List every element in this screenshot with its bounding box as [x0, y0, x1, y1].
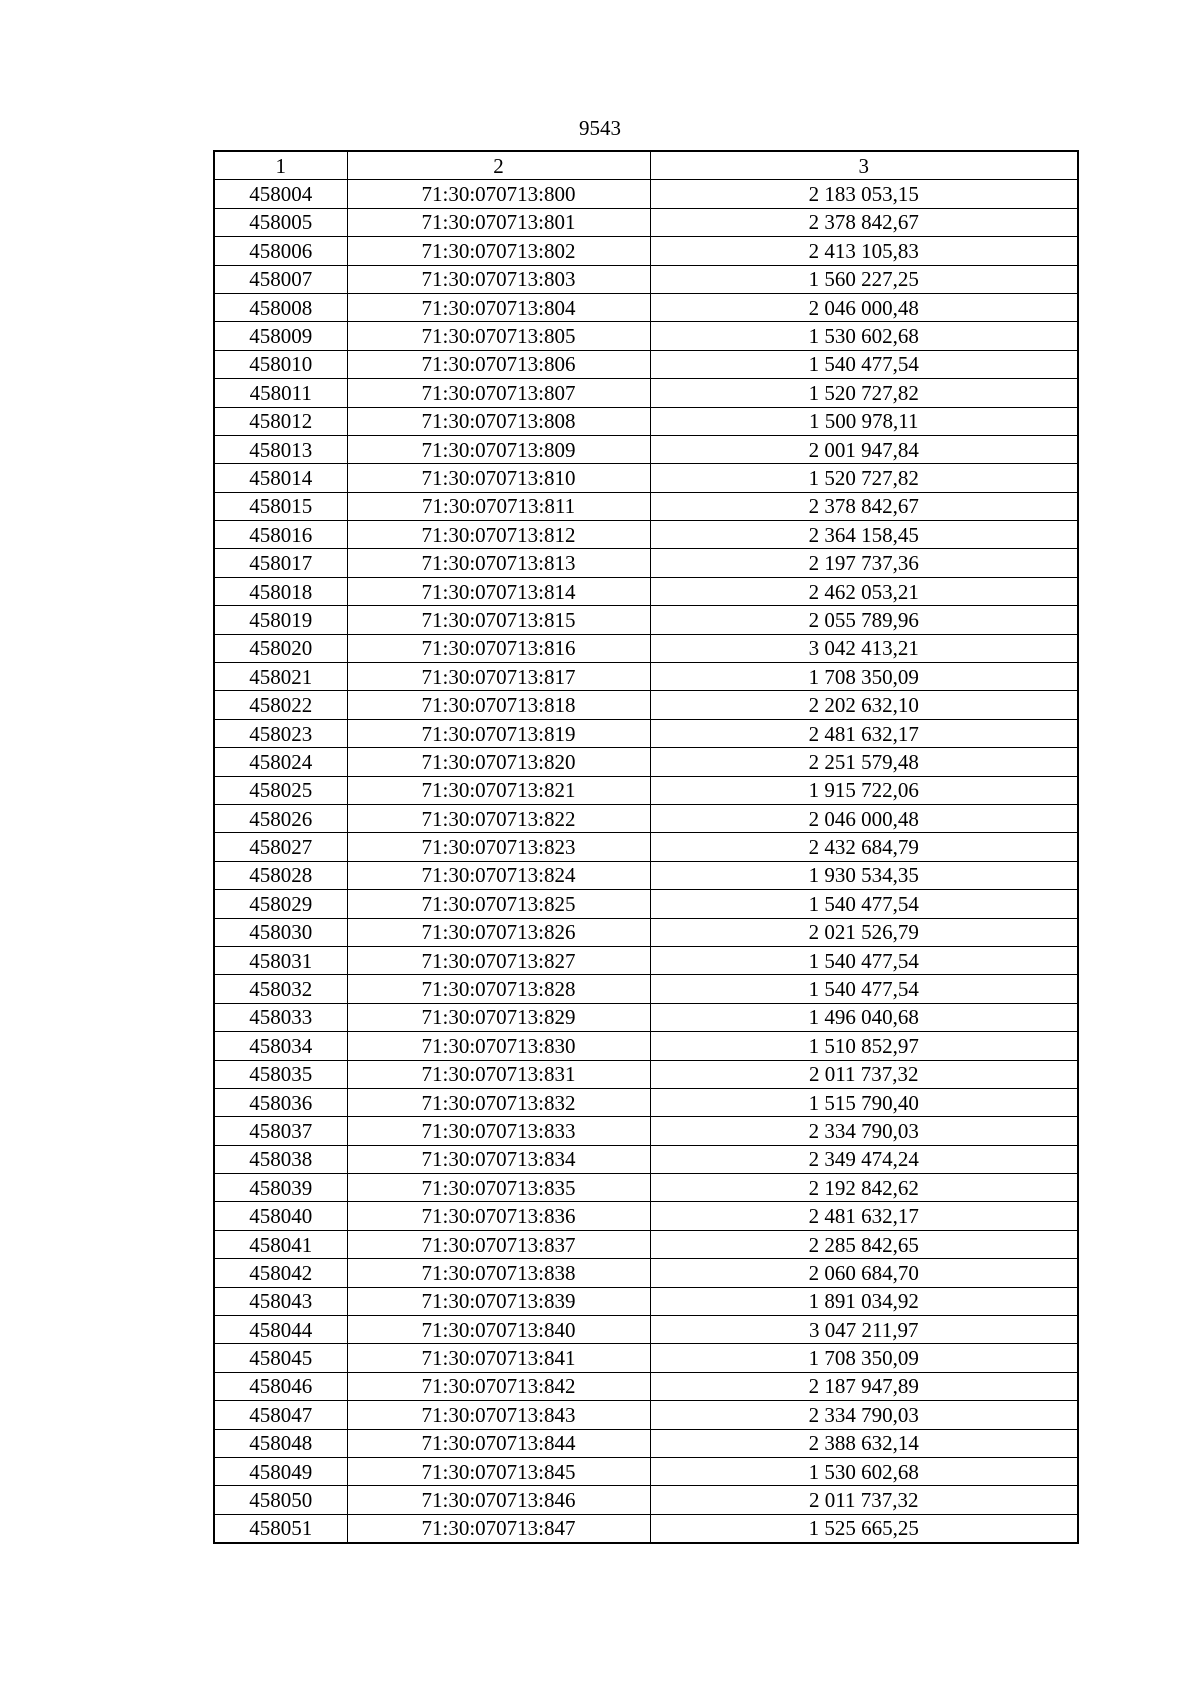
cadastral-value-cell: 3 042 413,21 — [650, 634, 1078, 662]
row-number-cell: 458010 — [214, 350, 347, 378]
cadastral-number-cell: 71:30:070713:842 — [347, 1372, 650, 1400]
cadastral-value-cell: 2 462 053,21 — [650, 577, 1078, 605]
cadastral-value-cell: 1 560 227,25 — [650, 265, 1078, 293]
row-number-cell: 458027 — [214, 833, 347, 861]
cadastral-value-cell: 1 520 727,82 — [650, 464, 1078, 492]
cadastral-number-cell: 71:30:070713:847 — [347, 1514, 650, 1543]
row-number-cell: 458030 — [214, 918, 347, 946]
table-row — [214, 350, 1078, 378]
cadastral-value-cell: 2 432 684,79 — [650, 833, 1078, 861]
cadastral-value-cell: 1 496 040,68 — [650, 1003, 1078, 1031]
cadastral-value-cell: 2 413 105,83 — [650, 237, 1078, 265]
cadastral-number-cell: 71:30:070713:818 — [347, 691, 650, 719]
table-row — [214, 634, 1078, 662]
table-row — [214, 521, 1078, 549]
cadastral-value-cell: 2 481 632,17 — [650, 719, 1078, 747]
cadastral-value-cell: 1 708 350,09 — [650, 1344, 1078, 1372]
cadastral-number-cell: 71:30:070713:846 — [347, 1486, 650, 1514]
row-number-cell: 458048 — [214, 1429, 347, 1457]
row-number-cell: 458042 — [214, 1259, 347, 1287]
row-number-cell: 458018 — [214, 577, 347, 605]
cadastral-number-cell: 71:30:070713:823 — [347, 833, 650, 861]
table-header-row — [214, 151, 1078, 180]
table-row — [214, 833, 1078, 861]
table-row — [214, 492, 1078, 520]
cadastral-value-cell: 2 349 474,24 — [650, 1145, 1078, 1173]
cadastral-value-cell: 1 500 978,11 — [650, 407, 1078, 435]
cadastral-value-cell: 2 046 000,48 — [650, 293, 1078, 321]
cadastral-table-container — [213, 150, 1079, 1544]
cadastral-number-cell: 71:30:070713:811 — [347, 492, 650, 520]
cadastral-number-cell: 71:30:070713:834 — [347, 1145, 650, 1173]
cadastral-value-cell: 1 891 034,92 — [650, 1287, 1078, 1315]
cadastral-number-cell: 71:30:070713:806 — [347, 350, 650, 378]
cadastral-number-cell: 71:30:070713:836 — [347, 1202, 650, 1230]
row-number-cell: 458022 — [214, 691, 347, 719]
table-row — [214, 691, 1078, 719]
row-number-cell: 458005 — [214, 208, 347, 236]
row-number-cell: 458023 — [214, 719, 347, 747]
row-number-cell: 458015 — [214, 492, 347, 520]
cadastral-value-cell: 2 001 947,84 — [650, 435, 1078, 463]
table-row — [214, 1032, 1078, 1060]
table-row — [214, 1287, 1078, 1315]
cadastral-number-cell: 71:30:070713:808 — [347, 407, 650, 435]
row-number-cell: 458009 — [214, 322, 347, 350]
row-number-cell: 458050 — [214, 1486, 347, 1514]
table-row — [214, 1003, 1078, 1031]
row-number-cell: 458044 — [214, 1316, 347, 1344]
cadastral-value-cell: 2 481 632,17 — [650, 1202, 1078, 1230]
cadastral-value-cell: 2 202 632,10 — [650, 691, 1078, 719]
row-number-cell: 458038 — [214, 1145, 347, 1173]
cadastral-number-cell: 71:30:070713:827 — [347, 946, 650, 974]
cadastral-value-cell: 2 285 842,65 — [650, 1230, 1078, 1258]
cadastral-value-cell: 1 540 477,54 — [650, 975, 1078, 1003]
row-number-cell: 458021 — [214, 663, 347, 691]
table-row — [214, 577, 1078, 605]
cadastral-value-cell: 2 011 737,32 — [650, 1486, 1078, 1514]
row-number-cell: 458051 — [214, 1514, 347, 1543]
row-number-cell: 458025 — [214, 776, 347, 804]
row-number-cell: 458014 — [214, 464, 347, 492]
row-number-cell: 458036 — [214, 1088, 347, 1116]
cadastral-value-cell: 2 192 842,62 — [650, 1174, 1078, 1202]
cadastral-value-cell: 2 364 158,45 — [650, 521, 1078, 549]
page-number: 9543 — [579, 116, 621, 140]
row-number-cell: 458004 — [214, 180, 347, 208]
cadastral-number-cell: 71:30:070713:833 — [347, 1117, 650, 1145]
table-row — [214, 719, 1078, 747]
cadastral-number-cell: 71:30:070713:803 — [347, 265, 650, 293]
cadastral-value-cell: 2 187 947,89 — [650, 1372, 1078, 1400]
cadastral-number-cell: 71:30:070713:835 — [347, 1174, 650, 1202]
cadastral-value-cell: 2 021 526,79 — [650, 918, 1078, 946]
cadastral-number-cell: 71:30:070713:819 — [347, 719, 650, 747]
cadastral-number-cell: 71:30:070713:814 — [347, 577, 650, 605]
cadastral-value-cell: 2 060 684,70 — [650, 1259, 1078, 1287]
row-number-cell: 458007 — [214, 265, 347, 293]
cadastral-number-cell: 71:30:070713:837 — [347, 1230, 650, 1258]
cadastral-value-cell: 1 915 722,06 — [650, 776, 1078, 804]
table-row — [214, 1401, 1078, 1429]
row-number-cell: 458029 — [214, 890, 347, 918]
table-row — [214, 379, 1078, 407]
row-number-cell: 458024 — [214, 748, 347, 776]
table-row — [214, 890, 1078, 918]
row-number-cell: 458011 — [214, 379, 347, 407]
row-number-cell: 458031 — [214, 946, 347, 974]
row-number-cell: 458020 — [214, 634, 347, 662]
cadastral-number-cell: 71:30:070713:840 — [347, 1316, 650, 1344]
cadastral-value-cell: 2 011 737,32 — [650, 1060, 1078, 1088]
table-row — [214, 606, 1078, 634]
row-number-cell: 458017 — [214, 549, 347, 577]
cadastral-value-cell: 1 520 727,82 — [650, 379, 1078, 407]
column-header-3: 3 — [650, 151, 1078, 180]
row-number-cell: 458013 — [214, 435, 347, 463]
table-row — [214, 1088, 1078, 1116]
table-row — [214, 1486, 1078, 1514]
table-row — [214, 180, 1078, 208]
table-row — [214, 1145, 1078, 1173]
cadastral-value-cell: 1 515 790,40 — [650, 1088, 1078, 1116]
cadastral-number-cell: 71:30:070713:821 — [347, 776, 650, 804]
table-row — [214, 663, 1078, 691]
cadastral-value-cell: 1 540 477,54 — [650, 946, 1078, 974]
cadastral-value-cell: 2 378 842,67 — [650, 492, 1078, 520]
cadastral-number-cell: 71:30:070713:804 — [347, 293, 650, 321]
row-number-cell: 458034 — [214, 1032, 347, 1060]
cadastral-number-cell: 71:30:070713:809 — [347, 435, 650, 463]
table-row — [214, 1344, 1078, 1372]
cadastral-value-cell: 1 530 602,68 — [650, 322, 1078, 350]
table-row — [214, 549, 1078, 577]
table-row — [214, 464, 1078, 492]
cadastral-value-cell: 1 708 350,09 — [650, 663, 1078, 691]
row-number-cell: 458016 — [214, 521, 347, 549]
cadastral-number-cell: 71:30:070713:801 — [347, 208, 650, 236]
table-row — [214, 1316, 1078, 1344]
cadastral-number-cell: 71:30:070713:838 — [347, 1259, 650, 1287]
cadastral-value-cell: 1 510 852,97 — [650, 1032, 1078, 1060]
row-number-cell: 458026 — [214, 804, 347, 832]
cadastral-number-cell: 71:30:070713:812 — [347, 521, 650, 549]
row-number-cell: 458008 — [214, 293, 347, 321]
cadastral-value-cell: 2 055 789,96 — [650, 606, 1078, 634]
column-header-2: 2 — [347, 151, 650, 180]
table-row — [214, 407, 1078, 435]
row-number-cell: 458046 — [214, 1372, 347, 1400]
table-row — [214, 1372, 1078, 1400]
cadastral-value-cell: 2 334 790,03 — [650, 1117, 1078, 1145]
cadastral-number-cell: 71:30:070713:817 — [347, 663, 650, 691]
table-row — [214, 975, 1078, 1003]
table-row — [214, 1514, 1078, 1543]
table-row — [214, 946, 1078, 974]
table-row — [214, 748, 1078, 776]
cadastral-number-cell: 71:30:070713:841 — [347, 1344, 650, 1372]
table-row — [214, 1174, 1078, 1202]
cadastral-value-cell: 2 251 579,48 — [650, 748, 1078, 776]
row-number-cell: 458028 — [214, 861, 347, 889]
cadastral-value-cell: 1 540 477,54 — [650, 890, 1078, 918]
cadastral-value-cell: 1 540 477,54 — [650, 350, 1078, 378]
cadastral-value-cell: 2 388 632,14 — [650, 1429, 1078, 1457]
table-row — [214, 1202, 1078, 1230]
row-number-cell: 458045 — [214, 1344, 347, 1372]
cadastral-number-cell: 71:30:070713:807 — [347, 379, 650, 407]
cadastral-number-cell: 71:30:070713:800 — [347, 180, 650, 208]
cadastral-value-cell: 2 197 737,36 — [650, 549, 1078, 577]
cadastral-number-cell: 71:30:070713:805 — [347, 322, 650, 350]
table-row — [214, 1060, 1078, 1088]
cadastral-number-cell: 71:30:070713:828 — [347, 975, 650, 1003]
cadastral-number-cell: 71:30:070713:802 — [347, 237, 650, 265]
row-number-cell: 458041 — [214, 1230, 347, 1258]
table-row — [214, 918, 1078, 946]
table-row — [214, 265, 1078, 293]
table-row — [214, 1230, 1078, 1258]
row-number-cell: 458040 — [214, 1202, 347, 1230]
table-row — [214, 293, 1078, 321]
cadastral-value-cell: 2 334 790,03 — [650, 1401, 1078, 1429]
table-row — [214, 237, 1078, 265]
cadastral-value-cell: 2 183 053,15 — [650, 180, 1078, 208]
cadastral-number-cell: 71:30:070713:822 — [347, 804, 650, 832]
cadastral-number-cell: 71:30:070713:810 — [347, 464, 650, 492]
row-number-cell: 458039 — [214, 1174, 347, 1202]
cadastral-number-cell: 71:30:070713:832 — [347, 1088, 650, 1116]
table-row — [214, 776, 1078, 804]
cadastral-number-cell: 71:30:070713:824 — [347, 861, 650, 889]
cadastral-value-cell: 1 530 602,68 — [650, 1457, 1078, 1485]
row-number-cell: 458033 — [214, 1003, 347, 1031]
row-number-cell: 458012 — [214, 407, 347, 435]
row-number-cell: 458006 — [214, 237, 347, 265]
cadastral-value-table — [213, 150, 1079, 1544]
row-number-cell: 458049 — [214, 1457, 347, 1485]
cadastral-number-cell: 71:30:070713:825 — [347, 890, 650, 918]
cadastral-number-cell: 71:30:070713:816 — [347, 634, 650, 662]
table-body — [214, 180, 1078, 1543]
cadastral-value-cell: 2 046 000,48 — [650, 804, 1078, 832]
cadastral-number-cell: 71:30:070713:830 — [347, 1032, 650, 1060]
cadastral-number-cell: 71:30:070713:826 — [347, 918, 650, 946]
table-row — [214, 322, 1078, 350]
row-number-cell: 458019 — [214, 606, 347, 634]
cadastral-value-cell: 1 930 534,35 — [650, 861, 1078, 889]
table-row — [214, 208, 1078, 236]
cadastral-number-cell: 71:30:070713:829 — [347, 1003, 650, 1031]
cadastral-number-cell: 71:30:070713:820 — [347, 748, 650, 776]
cadastral-value-cell: 3 047 211,97 — [650, 1316, 1078, 1344]
cadastral-number-cell: 71:30:070713:843 — [347, 1401, 650, 1429]
cadastral-number-cell: 71:30:070713:845 — [347, 1457, 650, 1485]
cadastral-number-cell: 71:30:070713:815 — [347, 606, 650, 634]
row-number-cell: 458047 — [214, 1401, 347, 1429]
table-row — [214, 861, 1078, 889]
table-row — [214, 1117, 1078, 1145]
table-row — [214, 1259, 1078, 1287]
table-row — [214, 435, 1078, 463]
row-number-cell: 458032 — [214, 975, 347, 1003]
row-number-cell: 458043 — [214, 1287, 347, 1315]
cadastral-number-cell: 71:30:070713:813 — [347, 549, 650, 577]
cadastral-number-cell: 71:30:070713:839 — [347, 1287, 650, 1315]
row-number-cell: 458037 — [214, 1117, 347, 1145]
row-number-cell: 458035 — [214, 1060, 347, 1088]
table-row — [214, 1457, 1078, 1485]
table-row — [214, 1429, 1078, 1457]
cadastral-value-cell: 2 378 842,67 — [650, 208, 1078, 236]
cadastral-value-cell: 1 525 665,25 — [650, 1514, 1078, 1543]
table-row — [214, 804, 1078, 832]
cadastral-number-cell: 71:30:070713:844 — [347, 1429, 650, 1457]
column-header-1: 1 — [214, 151, 347, 180]
cadastral-number-cell: 71:30:070713:831 — [347, 1060, 650, 1088]
